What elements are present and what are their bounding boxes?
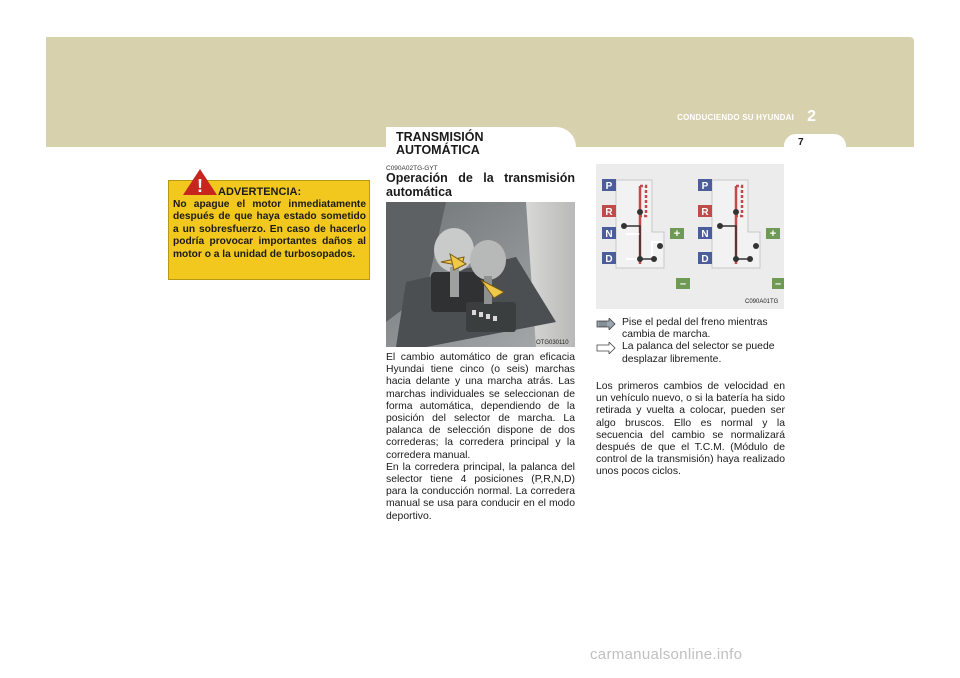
warning-symbol: ! [197,176,203,196]
diagram-caption: C090A01TG [745,299,779,305]
gear-lever-photo [386,202,575,347]
note-free-text: La palanca del selector se puede desplazar libremente. [622,341,775,365]
note-brake-text: Pise el pedal del freno mientras cambia de marcha. [622,317,768,341]
gear-letter-d-right: D [701,254,709,265]
gear-letter-n-left: N [605,229,613,240]
gear-letter-d-left: D [605,254,613,265]
notes-list [596,317,786,366]
page-title: TRANSMISIÓN AUTOMÁTICA [396,130,484,157]
plus-sign-left: + [673,228,681,240]
body-right-paragraph: Los primeros cambios de velocidad en un vehículo nuevo, o si la batería ha sido retirada y vuelta a colocar, pueden ser algo bruscos. Ello es normal y la secuencia del cambio se normalizará después de que el T.C.M. (Módulo de control de la transmisión) haya realizado unos pocos ciclos. [596,381,785,478]
gear-pattern-diagram [596,164,784,309]
minus-sign-left: – [679,278,687,290]
chapter-number: 2 [807,108,816,125]
gear-letter-p-right: P [701,181,709,192]
note-brake [596,317,786,341]
filled-arrow-icon [596,318,616,330]
warning-heading: ADVERTENCIA: [218,186,302,198]
section-heading: Operación de la transmisión automática [386,171,575,199]
section-code: C090A02TG-GYT [386,165,438,172]
page-number-tab [784,134,846,147]
outline-arrow-icon [596,342,616,354]
photo-caption: OTG030110 [536,340,569,346]
gear-letter-n-right: N [701,229,709,240]
gear-letter-r-right: R [701,207,709,218]
warning-body: No apague el motor inmediatamente después de que haya estado sometido a un sobresfuerzo. En caso de hacerlo podría provocar importantes daños al motor o a la unidad de turbosopados. [173,199,366,260]
section-title: CONDUCIENDO SU HYUNDAI [677,113,794,122]
watermark: carmanualsonline.info [590,646,743,663]
warning-triangle-icon [182,168,218,196]
gate-right [712,180,760,268]
minus-sign-right: – [774,278,782,290]
body-left-paragraph: El cambio automático de gran eficacia Hyundai tiene cinco (o seis) marchas hacia delante y una marcha atrás. Las marchas individuales se seleccionan de forma automática, dependiendo de la posición del selector de marcha. La palanca de selección dispone de dos correderas; la corredera principal y la corredera manual. En la corredera principal, la palanca del selector tiene 4 posiciones (P,R,N,D) para la conducción normal. La corredera manual se usa para conducir en el modo deportivo. [386,352,575,522]
gear-letter-p-left: P [605,181,613,192]
gate-left [616,180,664,268]
gear-letter-r-left: R [605,207,613,218]
note-free [596,341,786,365]
page-number: 7 [798,137,804,148]
plus-sign-right: + [769,228,777,240]
